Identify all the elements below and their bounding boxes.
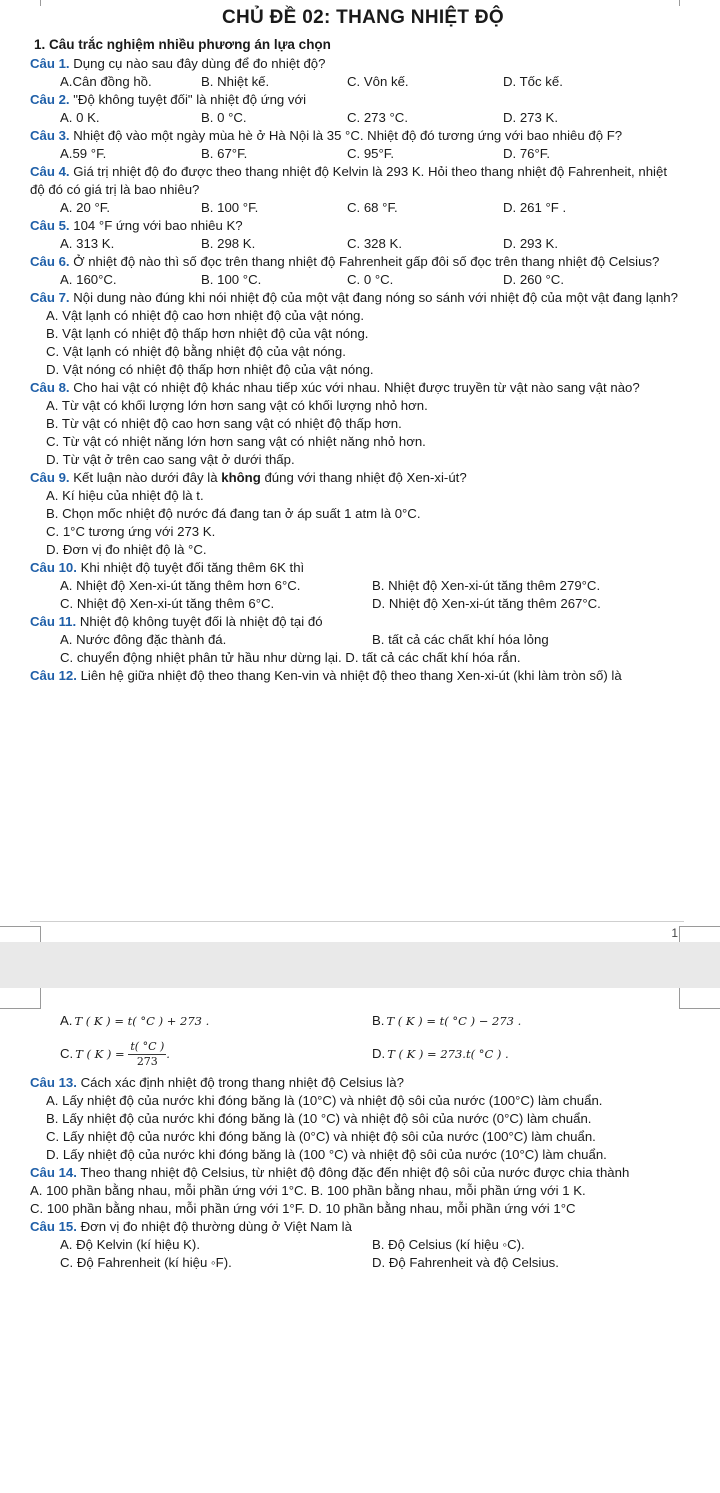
question-text: Giá trị nhiệt độ đo được theo thang nhiệt độ Kelvin là 293 K. Hỏi theo thang nhiệt độ Fahrenheit, nhiệt độ đó có giá trị là bao nhiêu? xyxy=(30,164,667,197)
question-2 xyxy=(30,91,684,127)
question-label: Câu 9. xyxy=(30,470,70,485)
option-b: B. Từ vật có nhiệt độ cao hơn sang vật có nhiệt độ thấp hơn. xyxy=(46,416,402,431)
option-c-d: C. chuyển động nhiệt phân tử hầu như dừng lại. D. tất cả các chất khí hóa rắn. xyxy=(60,650,521,665)
option-a: A. Kí hiệu của nhiệt độ là t. xyxy=(46,488,204,503)
option-c xyxy=(60,1034,372,1074)
option-d: D. Lấy nhiệt độ của nước khi đóng băng là (100 °C) và nhiệt độ sôi của nước (10°C) làm chuẩn. xyxy=(46,1147,607,1162)
option-d: D. Đơn vị đo nhiệt độ là °C. xyxy=(46,542,207,557)
option-b: B. 100 °C. xyxy=(201,272,262,287)
option-b: B. Vật lạnh có nhiệt độ thấp hơn nhiệt độ của vật nóng. xyxy=(46,326,369,341)
formula-text: T ( K ) = xyxy=(75,1047,125,1061)
question-10 xyxy=(30,559,684,613)
option-a: A.59 °F. xyxy=(60,146,107,161)
question-8 xyxy=(30,379,684,469)
question-label: Câu 12. xyxy=(30,668,77,683)
option-d: D. 260 °C. xyxy=(503,272,564,287)
question-label: Câu 13. xyxy=(30,1075,77,1090)
question-15 xyxy=(30,1218,684,1272)
page-corner-mark xyxy=(679,0,720,6)
option-a: A. 0 K. xyxy=(60,110,100,125)
section-heading: 1. Câu trắc nghiệm nhiều phương án lựa chọn xyxy=(34,37,331,52)
option-d: D. Tốc kế. xyxy=(503,74,563,89)
formula-options xyxy=(30,1008,684,1074)
option-letter: B. xyxy=(372,1013,385,1028)
option-b: B. Nhiệt kế. xyxy=(201,74,270,89)
question-text: Ở nhiệt độ nào thì số đọc trên thang nhiệt độ Fahrenheit gấp đôi số đọc trên thang nhiệt độ Celsius? xyxy=(73,254,660,269)
question-text: Đơn vị đo nhiệt độ thường dùng ở Việt Nam là xyxy=(80,1219,352,1234)
question-text: 104 °F ứng với bao nhiêu K? xyxy=(73,218,243,233)
options-row xyxy=(30,235,684,253)
options-row xyxy=(30,145,684,163)
page-number: 1 xyxy=(671,926,678,940)
option-d: D. Nhiệt độ Xen-xi-út tăng thêm 267°C. xyxy=(372,596,601,611)
question-5 xyxy=(30,217,684,253)
formula-text: T ( K ) = 273.t( °C ) . xyxy=(387,1047,509,1061)
question-12 xyxy=(30,667,684,685)
option-d: D. 293 K. xyxy=(503,236,558,251)
question-label: Câu 11. xyxy=(30,614,77,629)
question-text-emphasis: không xyxy=(221,470,261,485)
option-b: B. Nhiệt độ Xen-xi-út tăng thêm 279°C. xyxy=(372,578,601,593)
question-text: Nội dung nào đúng khi nói nhiệt độ của một vật đang nóng so sánh với nhiệt độ của một vật đang lạnh? xyxy=(73,290,678,305)
options-row xyxy=(30,109,684,127)
fraction-numerator: t( °C ) xyxy=(130,1039,165,1053)
option-d: D. Vật nóng có nhiệt độ thấp hơn nhiệt độ của vật nóng. xyxy=(46,362,374,377)
option-c: C. Từ vật có nhiệt năng lớn hơn sang vật có nhiệt năng nhỏ hơn. xyxy=(46,434,426,449)
option-a: A. Từ vật có khối lượng lớn hơn sang vật có khối lượng nhỏ hơn. xyxy=(46,398,428,413)
page-corner-mark xyxy=(679,988,720,1009)
option-b: B. Độ Celsius (kí hiệu ◦C). xyxy=(372,1237,525,1252)
option-c: C. 0 °C. xyxy=(347,272,394,287)
option-a: A. 160°C. xyxy=(60,272,117,287)
option-letter: A. xyxy=(60,1013,73,1028)
option-d xyxy=(372,1034,684,1074)
page-2-content xyxy=(30,1008,684,1272)
option-b: B. 298 K. xyxy=(201,236,256,251)
question-text: "Độ không tuyệt đối" là nhiệt độ ứng với xyxy=(73,92,307,107)
document-title: CHỦ ĐỀ 02: THANG NHIỆT ĐỘ xyxy=(222,7,504,28)
options-list xyxy=(30,307,684,379)
option-c: C. 95°F. xyxy=(347,146,395,161)
option-a-b: A. 100 phần bằng nhau, mỗi phần ứng với 1°C. B. 100 phần bằng nhau, mỗi phần ứng với 1 K. xyxy=(30,1183,586,1198)
question-text: Kết luận nào dưới đây là xyxy=(73,470,222,485)
option-c: C. Vật lạnh có nhiệt độ bằng nhiệt độ của vật nóng. xyxy=(46,344,346,359)
page-1-content xyxy=(30,6,684,685)
question-label: Câu 4. xyxy=(30,164,70,179)
options-list xyxy=(30,649,684,667)
options-row xyxy=(30,199,684,217)
question-text: Nhiệt độ vào một ngày mùa hè ở Hà Nội là 35 °C. Nhiệt độ đó tương ứng với bao nhiêu độ F? xyxy=(73,128,623,143)
option-b xyxy=(372,1008,684,1034)
question-label: Câu 1. xyxy=(30,56,70,71)
option-a xyxy=(60,1008,372,1034)
question-text: Cho hai vật có nhiệt độ khác nhau tiếp xúc với nhau. Nhiệt được truyền từ vật nào sang vật nào? xyxy=(73,380,640,395)
page-corner-mark xyxy=(0,988,41,1009)
options-list xyxy=(30,397,684,469)
question-label: Câu 6. xyxy=(30,254,70,269)
options-row xyxy=(30,271,684,289)
question-3 xyxy=(30,127,684,163)
formula-text: T ( K ) = t( °C ) + 273 . xyxy=(74,1014,210,1028)
option-letter: D. xyxy=(372,1046,386,1061)
option-b: B. tất cả các chất khí hóa lỏng xyxy=(372,632,549,647)
question-label: Câu 7. xyxy=(30,290,70,305)
question-1 xyxy=(30,55,684,91)
question-label: Câu 14. xyxy=(30,1165,77,1180)
option-c: C. Lấy nhiệt độ của nước khi đóng băng là (0°C) và nhiệt độ sôi của nước (100°C) làm chuẩn. xyxy=(46,1129,596,1144)
option-c: C. Vôn kế. xyxy=(347,74,409,89)
option-a: A. Vật lạnh có nhiệt độ cao hơn nhiệt độ của vật nóng. xyxy=(46,308,365,323)
option-b: B. 67°F. xyxy=(201,146,248,161)
question-label: Câu 8. xyxy=(30,380,70,395)
option-c: C. 1°C tương ứng với 273 K. xyxy=(46,524,216,539)
question-label: Câu 10. xyxy=(30,560,77,575)
option-b: B. Lấy nhiệt độ của nước khi đóng băng là (10 °C) và nhiệt độ sôi của nước (0°C) làm chuẩn. xyxy=(46,1111,592,1126)
question-14 xyxy=(30,1164,684,1218)
question-text: Cách xác định nhiệt độ trong thang nhiệt độ Celsius là? xyxy=(80,1075,404,1090)
question-11 xyxy=(30,613,684,667)
question-label: Câu 3. xyxy=(30,128,70,143)
option-d: D. 76°F. xyxy=(503,146,551,161)
option-c: C. Nhiệt độ Xen-xi-út tăng thêm 6°C. xyxy=(60,596,275,611)
question-text: Theo thang nhiệt độ Celsius, từ nhiệt độ đông đặc đến nhiệt độ sôi của nước được chia thành xyxy=(80,1165,630,1180)
page-corner-mark xyxy=(679,926,720,943)
question-6 xyxy=(30,253,684,289)
option-c: C. 273 °C. xyxy=(347,110,408,125)
option-c: C. 328 K. xyxy=(347,236,402,251)
option-d: D. 273 K. xyxy=(503,110,558,125)
options-list xyxy=(30,487,684,559)
option-c-d: C. 100 phần bằng nhau, mỗi phần ứng với 1°F. D. 10 phần bằng nhau, mỗi phần ứng với 1°C xyxy=(30,1201,576,1216)
question-label: Câu 15. xyxy=(30,1219,77,1234)
option-a: A. Nhiệt độ Xen-xi-út tăng thêm hơn 6°C. xyxy=(60,578,301,593)
document-page-2 xyxy=(0,988,720,1493)
formula-text: . xyxy=(166,1047,170,1061)
option-a: A. Nước đông đặc thành đá. xyxy=(60,632,227,647)
option-c: C. Độ Fahrenheit (kí hiệu ◦F). xyxy=(60,1255,232,1270)
question-9 xyxy=(30,469,684,559)
question-text: Nhiệt độ không tuyệt đối là nhiệt độ tại đó xyxy=(79,614,323,629)
page-footer-rule xyxy=(30,921,684,922)
option-a: A. Lấy nhiệt độ của nước khi đóng băng là (10°C) và nhiệt độ sôi của nước (100°C) làm chuẩn. xyxy=(46,1093,603,1108)
options-grid xyxy=(30,1236,684,1272)
option-d: D. Độ Fahrenheit và độ Celsius. xyxy=(372,1255,559,1270)
question-label: Câu 2. xyxy=(30,92,70,107)
option-a: A. 313 K. xyxy=(60,236,115,251)
option-d: D. Từ vật ở trên cao sang vật ở dưới thấp. xyxy=(46,452,295,467)
question-13 xyxy=(30,1074,684,1164)
options-grid xyxy=(30,631,684,649)
question-text: Liên hệ giữa nhiệt độ theo thang Ken-vin và nhiệt độ theo thang Xen-xi-út (khi làm tròn số) là xyxy=(80,668,622,683)
option-a: A. 20 °F. xyxy=(60,200,110,215)
question-text: Dụng cụ nào sau đây dùng để đo nhiệt độ? xyxy=(73,56,326,71)
fraction xyxy=(128,1040,166,1069)
option-b: B. Chọn mốc nhiệt độ nước đá đang tan ở áp suất 1 atm là 0°C. xyxy=(46,506,421,521)
question-7 xyxy=(30,289,684,379)
options-row xyxy=(30,73,684,91)
option-a: A. Độ Kelvin (kí hiệu K). xyxy=(60,1237,200,1252)
fraction-denominator: 273 xyxy=(136,1054,158,1068)
options-grid xyxy=(30,577,684,613)
option-letter: C. xyxy=(60,1046,74,1061)
question-4 xyxy=(30,163,684,217)
formula-text: T ( K ) = t( °C ) − 273 . xyxy=(386,1014,522,1028)
page-gap xyxy=(0,942,720,988)
option-b: B. 0 °C. xyxy=(201,110,247,125)
page-corner-mark xyxy=(0,926,41,943)
option-b: B. 100 °F. xyxy=(201,200,259,215)
question-text: Khi nhiệt độ tuyệt đối tăng thêm 6K thì xyxy=(80,560,305,575)
question-text: đúng với thang nhiệt độ Xen-xi-út? xyxy=(260,470,467,485)
option-a: A.Cân đồng hồ. xyxy=(60,74,152,89)
question-label: Câu 5. xyxy=(30,218,70,233)
option-c: C. 68 °F. xyxy=(347,200,398,215)
option-d: D. 261 °F . xyxy=(503,200,567,215)
